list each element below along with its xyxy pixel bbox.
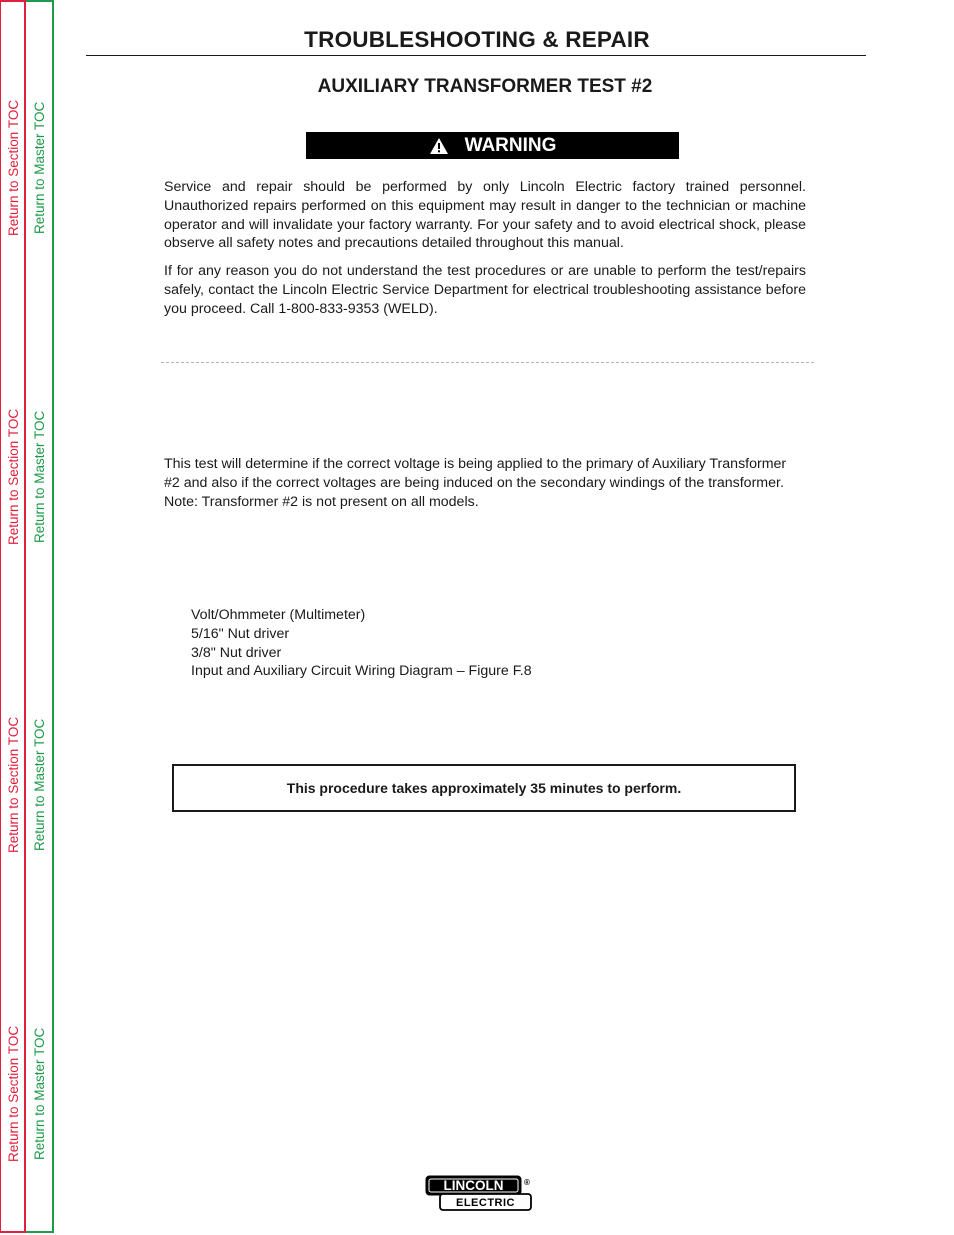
list-item: 5/16" Nut driver bbox=[191, 625, 290, 642]
lincoln-electric-logo bbox=[425, 1175, 533, 1213]
materials-list bbox=[191, 606, 532, 681]
procedure-time-note: This procedure takes approximately 35 minutes to perform. bbox=[286, 780, 682, 796]
return-to-section-toc-link[interactable]: Return to Section TOC bbox=[6, 408, 21, 545]
page-header bbox=[0, 27, 954, 53]
logo-line1: LINCOLN bbox=[443, 1178, 504, 1194]
section-divider bbox=[161, 362, 814, 363]
return-to-section-toc-link[interactable]: Return to Section TOC bbox=[6, 99, 21, 236]
return-to-section-toc-link[interactable]: Return to Section TOC bbox=[6, 1025, 21, 1162]
test-description: This test will determine if the correct voltage is being applied to the primary of Auxiliary Transformer #2 and also if the correct voltages are being induced on the secondary windings of the transformer. Note: Transformer #2 is not present on all models. bbox=[164, 456, 787, 510]
warning-banner bbox=[306, 132, 679, 159]
return-to-master-toc-link[interactable]: Return to Master TOC bbox=[32, 1027, 47, 1160]
procedure-time-box bbox=[172, 764, 796, 812]
logo-registered-mark: ® bbox=[524, 1178, 530, 1187]
return-to-master-toc-link[interactable]: Return to Master TOC bbox=[32, 101, 47, 234]
return-to-section-toc-link[interactable]: Return to Section TOC bbox=[6, 716, 21, 853]
warning-label: WARNING bbox=[464, 134, 557, 156]
warning-triangle-icon bbox=[429, 137, 449, 155]
section-title: AUXILIARY TRANSFORMER TEST #2 bbox=[317, 76, 653, 97]
warning-paragraph: Service and repair should be performed by only Lincoln Electric factory trained personnel. Unauthorized repairs performed on this equipment may result in danger to the technician or machine operator and will invalidate your factory warranty. For your safety and to avoid electrical shock, please observe all safety notes and precautions detailed throughout this manual. bbox=[164, 179, 806, 252]
header-divider bbox=[86, 55, 866, 56]
return-to-master-toc-link[interactable]: Return to Master TOC bbox=[32, 410, 47, 543]
logo-line2: ELECTRIC bbox=[456, 1197, 515, 1209]
list-item: 3/8" Nut driver bbox=[191, 644, 282, 661]
warning-paragraph: If for any reason you do not understand the test procedures or are unable to perform the test/repairs safely, contact the Lincoln Electric Service Department for electrical troubleshooting assistance before you proceed. Call 1-800-833-9353 (WELD). bbox=[164, 263, 806, 317]
list-item: Volt/Ohmmeter (Multimeter) bbox=[191, 607, 366, 623]
return-to-master-toc-link[interactable]: Return to Master TOC bbox=[32, 718, 47, 851]
list-item: Input and Auxiliary Circuit Wiring Diagram – Figure F.8 bbox=[191, 663, 532, 680]
page-title: TROUBLESHOOTING & REPAIR bbox=[304, 27, 650, 52]
